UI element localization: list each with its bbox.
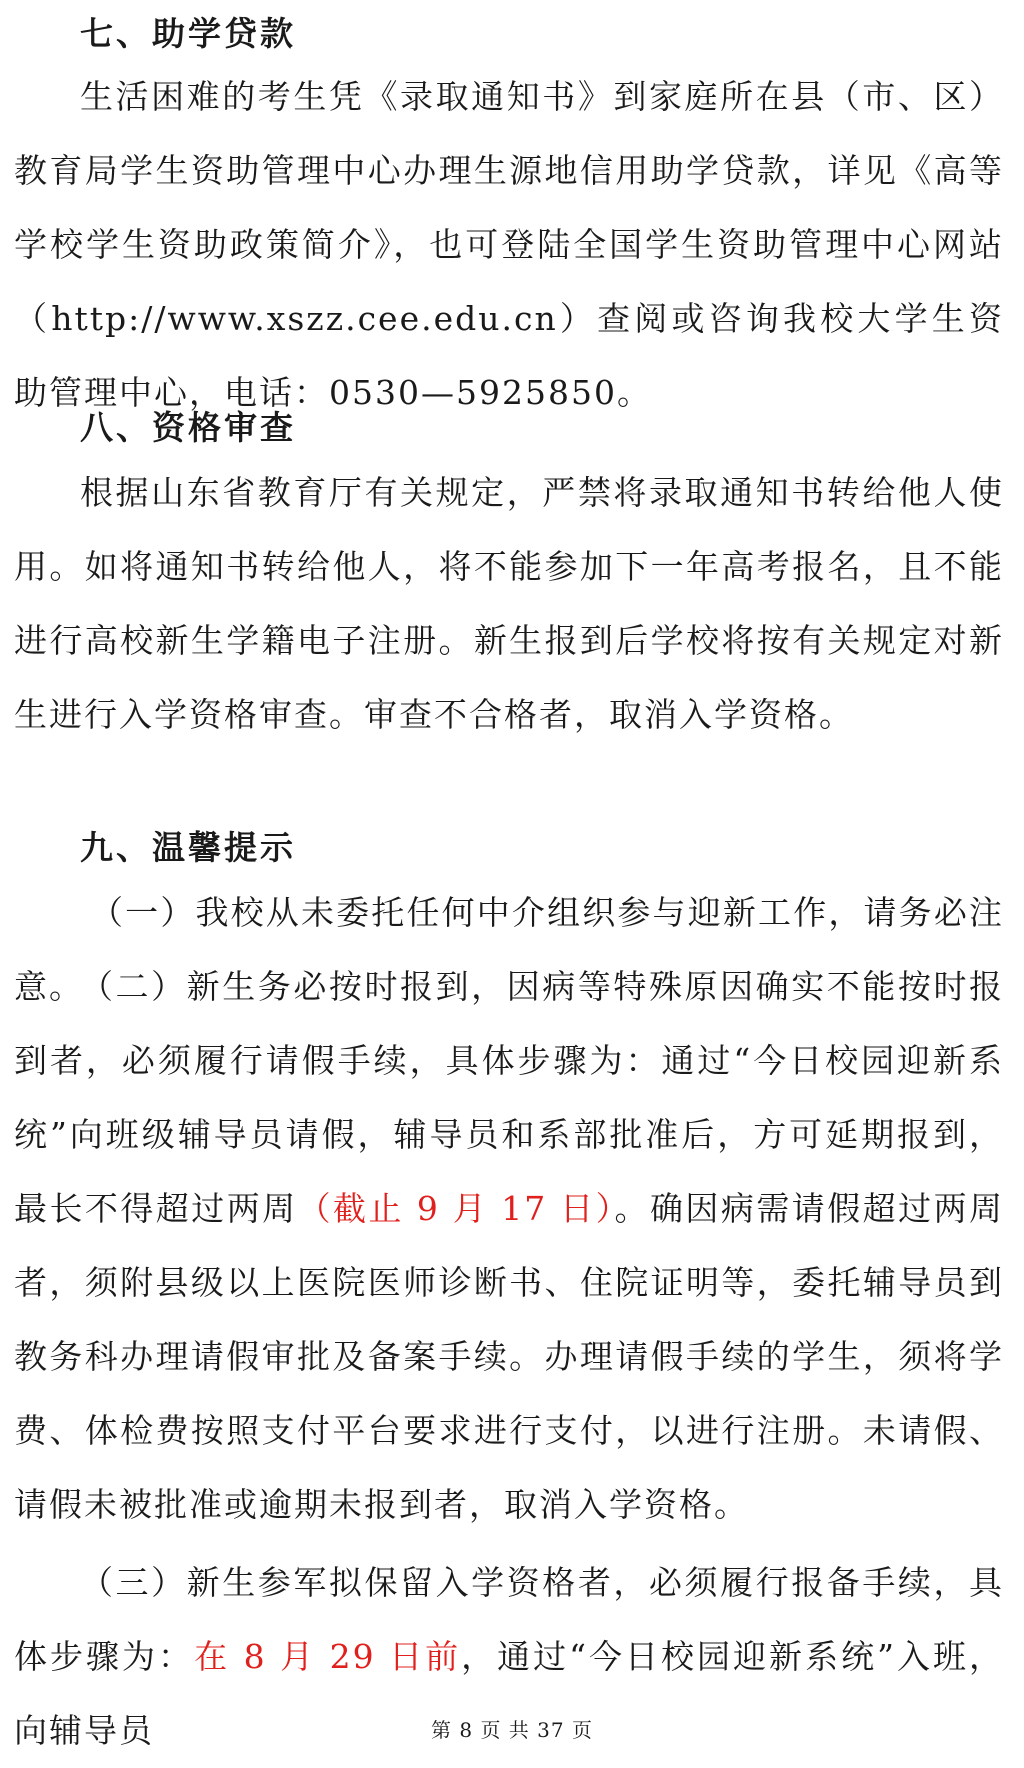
section-body-loan: 生活困难的考生凭《录取通知书》到家庭所在县（市、区）教育局学生资助管理中心办理生源地信用助学贷款，详见《高等学校学生资助政策简介》，也可登陆全国学生资助管理中心网站（http://www.xszz.cee.edu.cn）查阅或咨询我校大学生资助管理中心，电话：0530—5925850。: [14, 77, 1004, 412]
tips-item-2-text-a: （二）新生务必按时报到，因病等特殊原因确实不能按时报到者，必须履行请假手续，具体步骤为：通过“今日校园迎新系统”向班级辅导员请假，辅导员和系部批准后，方可延期报到，最长不得超过两周: [14, 967, 1004, 1228]
tips-item-2: [14, 950, 1004, 1542]
tips-item-3-text-a: （三）新生参军拟保留入学资格者，必须履行报备手续，具体步骤为：: [14, 1563, 1004, 1676]
section-heading-loan: 七、助学贷款: [80, 14, 296, 53]
tips-item-1: （一）我校从未委托任何中介组织参与迎新工作，请务必注意。: [14, 893, 1004, 1006]
tips-item-3-text-b: ，通过“今日校园迎新系统”入班，向辅导员: [14, 1637, 1004, 1750]
tips-item-2-deadline: （截止 9 月 17 日）: [297, 1189, 615, 1228]
section-body-review: 根据山东省教育厅有关规定，严禁将录取通知书转给他人使用。如将通知书转给他人，将不能参加下一年高考报名，且不能进行高校新生学籍电子注册。新生报到后学校将按有关规定对新生进行入学资格审查。审查不合格者，取消入学资格。: [14, 473, 1004, 734]
tips-item-3-deadline: 在 8 月 29 日前: [194, 1637, 462, 1676]
page-footer: 第 8 页 共 37 页: [431, 1718, 593, 1742]
section-heading-tips: 九、温馨提示: [80, 828, 296, 867]
section-heading-review: 八、资格审查: [80, 408, 296, 447]
tips-item-2-text-b: 。确因病需请假超过两周者，须附县级以上医院医师诊断书、住院证明等，委托辅导员到教务科办理请假审批及备案手续。办理请假手续的学生，须将学费、体检费按照支付平台要求进行支付，以进行注册。未请假、请假未被批准或逾期未报到者，取消入学资格。: [14, 1189, 1005, 1524]
